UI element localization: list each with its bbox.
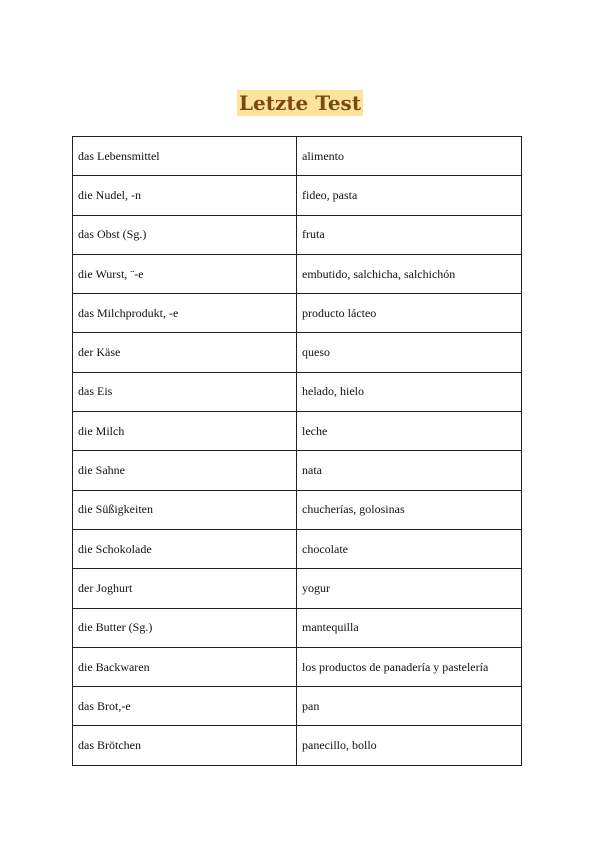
- german-term-cell: die Süßigkeiten: [73, 490, 297, 529]
- table-row: [73, 372, 522, 411]
- german-term-cell: das Brot,-e: [73, 687, 297, 726]
- spanish-translation-cell: los productos de panadería y pastelería: [297, 647, 522, 686]
- table-row: [73, 215, 522, 254]
- spanish-translation-cell: pan: [297, 687, 522, 726]
- german-term-cell: die Sahne: [73, 451, 297, 490]
- spanish-translation-cell: embutido, salchicha, salchichón: [297, 254, 522, 293]
- german-term-cell: der Joghurt: [73, 569, 297, 608]
- vocabulary-table-body: [73, 137, 522, 766]
- spanish-translation-cell: fruta: [297, 215, 522, 254]
- spanish-translation-cell: yogur: [297, 569, 522, 608]
- german-term-cell: die Butter (Sg.): [73, 608, 297, 647]
- german-term-cell: die Backwaren: [73, 647, 297, 686]
- spanish-translation-cell: helado, hielo: [297, 372, 522, 411]
- spanish-translation-cell: chocolate: [297, 529, 522, 568]
- table-row: [73, 176, 522, 215]
- german-term-cell: die Milch: [73, 412, 297, 451]
- title-container: [0, 90, 600, 116]
- spanish-translation-cell: producto lácteo: [297, 294, 522, 333]
- table-row: [73, 569, 522, 608]
- german-term-cell: das Milchprodukt, -e: [73, 294, 297, 333]
- table-row: [73, 254, 522, 293]
- german-term-cell: der Käse: [73, 333, 297, 372]
- table-row: [73, 490, 522, 529]
- german-term-cell: das Obst (Sg.): [73, 215, 297, 254]
- spanish-translation-cell: queso: [297, 333, 522, 372]
- spanish-translation-cell: nata: [297, 451, 522, 490]
- spanish-translation-cell: panecillo, bollo: [297, 726, 522, 765]
- german-term-cell: das Brötchen: [73, 726, 297, 765]
- spanish-translation-cell: chucherías, golosinas: [297, 490, 522, 529]
- german-term-cell: die Wurst, ¨-e: [73, 254, 297, 293]
- spanish-translation-cell: alimento: [297, 137, 522, 176]
- german-term-cell: das Eis: [73, 372, 297, 411]
- spanish-translation-cell: leche: [297, 412, 522, 451]
- table-row: [73, 608, 522, 647]
- page-title: Letzte Test: [238, 91, 362, 115]
- table-row: [73, 529, 522, 568]
- german-term-cell: die Schokolade: [73, 529, 297, 568]
- table-row: [73, 687, 522, 726]
- vocabulary-table: [72, 136, 522, 766]
- table-row: [73, 137, 522, 176]
- table-row: [73, 294, 522, 333]
- german-term-cell: die Nudel, -n: [73, 176, 297, 215]
- table-row: [73, 726, 522, 765]
- table-row: [73, 647, 522, 686]
- table-row: [73, 412, 522, 451]
- spanish-translation-cell: mantequilla: [297, 608, 522, 647]
- table-row: [73, 451, 522, 490]
- table-row: [73, 333, 522, 372]
- german-term-cell: das Lebensmittel: [73, 137, 297, 176]
- spanish-translation-cell: fideo, pasta: [297, 176, 522, 215]
